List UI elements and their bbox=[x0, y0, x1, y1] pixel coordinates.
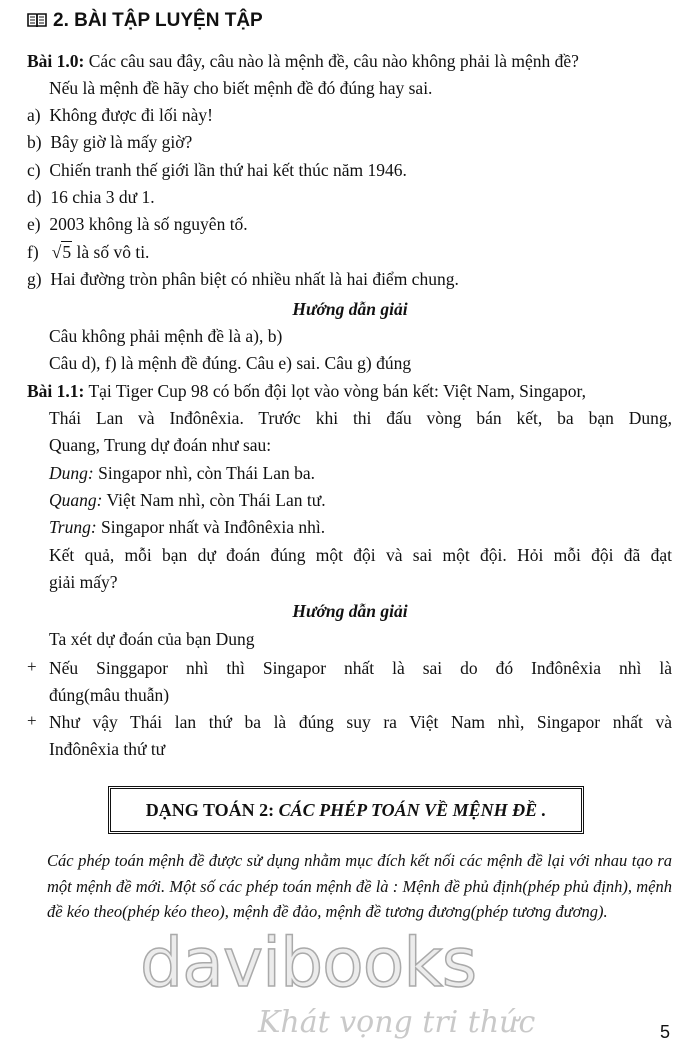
bullet-plus: + bbox=[27, 711, 37, 730]
ex2-solution2b: Inđônêxia thứ tư bbox=[49, 739, 166, 759]
ex1-item-a: a) Không được đi lối này! bbox=[27, 105, 213, 125]
section-heading bbox=[27, 10, 263, 32]
ex2-guide-heading: Hướng dẫn giải bbox=[292, 601, 408, 621]
watermark-slogan: Khát vọng tri thức bbox=[258, 1005, 536, 1040]
ex1-question-line1 bbox=[27, 50, 579, 72]
ex2-solution1a: Nếu Singgapor nhì thì Singapor nhất là sai do đó Inđônêxia nhì là bbox=[49, 658, 672, 678]
ex1-item-b: b) Bây giờ là mấy giờ? bbox=[27, 132, 193, 152]
book-icon bbox=[27, 12, 47, 29]
prediction-quang: Quang: Việt Nam nhì, còn Thái Lan tư. bbox=[49, 490, 326, 510]
ex1-item-d: d) 16 chia 3 dư 1. bbox=[27, 187, 155, 207]
ex2-result1: Kết quả, mỗi bạn dự đoán đúng một đội và sai một đội. Hỏi mỗi đội đã đạt bbox=[49, 545, 672, 565]
ex2-solution0: Ta xét dự đoán của bạn Dung bbox=[49, 629, 255, 649]
page-number: 5 bbox=[660, 1022, 671, 1042]
section-title: 2. BÀI TẬP LUYỆN TẬP bbox=[53, 10, 263, 31]
ex1-item-c: c) Chiến tranh thế giới lần thứ hai kết thúc năm 1946. bbox=[27, 160, 407, 180]
intro-paragraph: Các phép toán mệnh đề được sử dụng nhằm mục đích kết nối các mệnh đề lại với nhau tạo ra một mệnh đề mới. Một số các phép toán mệnh đề là : Mệnh đề phủ định(phép phủ định), mệnh đề kéo theo(phép kéo theo), mệnh đề đảo, mệnh đề tương đương(phép tương đương). bbox=[47, 851, 672, 921]
ex1-guide-heading: Hướng dẫn giải bbox=[292, 299, 408, 319]
ex1-answer2: Câu d), f) là mệnh đề đúng. Câu e) sai. Câu g) đúng bbox=[49, 353, 412, 373]
ex1-question2: Nếu là mệnh đề hãy cho biết mệnh đề đó đúng hay sai. bbox=[49, 78, 433, 98]
ex2-question1: Tại Tiger Cup 98 có bốn đội lọt vào vòng bán kết: Việt Nam, Singapor, bbox=[88, 381, 587, 401]
prediction-trung: Trung: Singapor nhất và Inđônêxia nhì. bbox=[49, 517, 326, 537]
ex2-result2: giải mấy? bbox=[49, 572, 118, 592]
ex2-question3: Quang, Trung dự đoán như sau: bbox=[49, 435, 272, 455]
ex1-label: Bài 1.0: bbox=[27, 51, 85, 71]
ex2-solution1b: đúng(mâu thuẫn) bbox=[49, 685, 170, 705]
ex2-label: Bài 1.1: bbox=[27, 381, 85, 401]
ex1-answer1: Câu không phải mệnh đề là a), b) bbox=[49, 326, 283, 346]
ex1-question1: Các câu sau đây, câu nào là mệnh đề, câu nào không phải là mệnh đề? bbox=[88, 51, 579, 71]
ex2-question-line1 bbox=[27, 380, 586, 402]
ex2-solution2a: Như vậy Thái lan thứ ba là đúng suy ra Việt Nam nhì, Singapor nhất và bbox=[49, 712, 672, 732]
ex1-item-g: g) Hai đường tròn phân biệt có nhiều nhất là hai điểm chung. bbox=[27, 269, 459, 289]
ex1-item-e: e) 2003 không là số nguyên tố. bbox=[27, 214, 248, 234]
section-box bbox=[108, 786, 584, 834]
sqrt-symbol: √5 bbox=[51, 242, 72, 262]
box-prefix: DẠNG TOÁN 2: bbox=[145, 799, 275, 820]
prediction-dung: Dung: Singapor nhì, còn Thái Lan ba. bbox=[49, 463, 316, 483]
bullet-plus: + bbox=[27, 657, 37, 676]
ex2-question2: Thái Lan và Inđônêxia. Trước khi thi đấu vòng bán kết, ba bạn Dung, bbox=[49, 408, 672, 428]
ex1-item-f: f) √5 là số vô ti. bbox=[27, 242, 150, 262]
box-title: CÁC PHÉP TOÁN VỀ MỆNH ĐỀ . bbox=[278, 799, 547, 820]
watermark-logo: davibooks bbox=[140, 924, 477, 1003]
